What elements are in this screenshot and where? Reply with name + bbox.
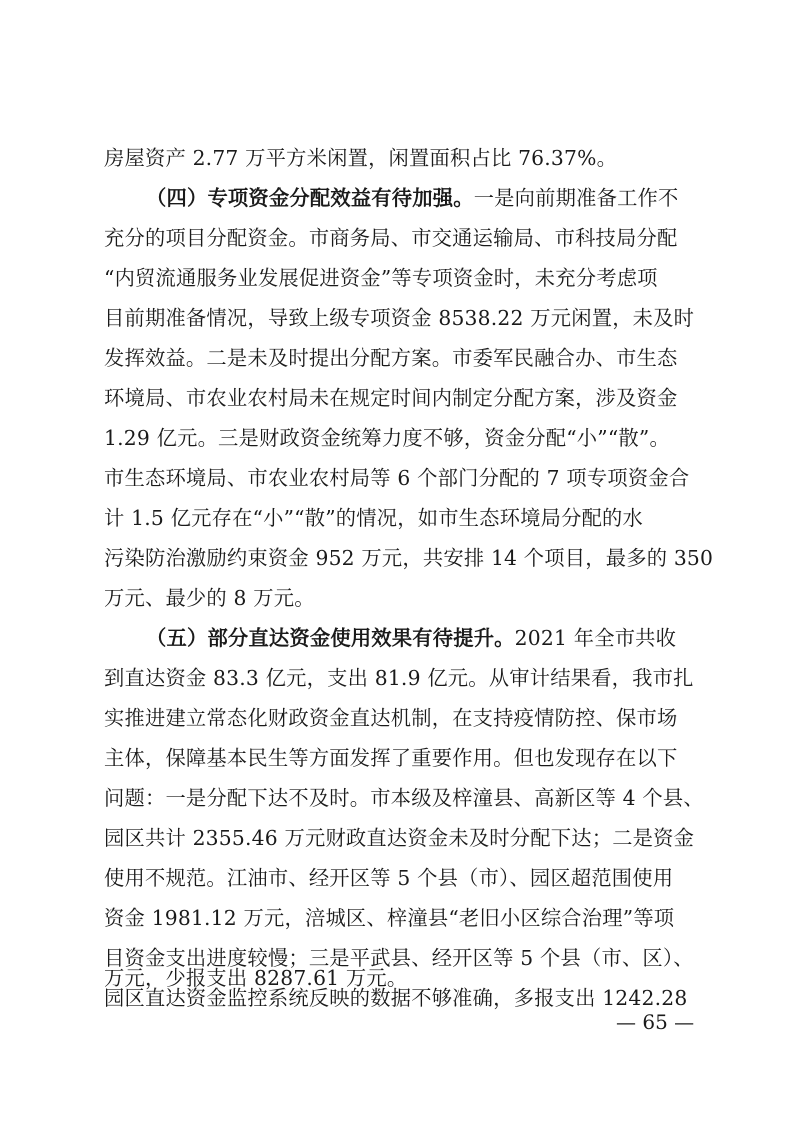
page-number: — 65 — <box>616 1010 695 1034</box>
body-text-line <box>104 262 694 294</box>
section-heading-line <box>146 182 694 214</box>
line-text: 资金 1981.12 万元，涪城区、梓潼县“老旧小区综合治理”等项 <box>104 906 675 930</box>
body-text-line <box>104 582 694 614</box>
section-heading-5: （五）部分直达资金使用效果有待提升。 <box>146 626 515 650</box>
body-text-line <box>104 902 694 934</box>
line-text: “内贸流通服务业发展促进资金”等专项资金时，未充分考虑项 <box>104 266 658 290</box>
body-text-line <box>104 962 694 994</box>
body-text-line <box>104 862 694 894</box>
line-text: 问题：一是分配下达不及时。市本级及梓潼县、高新区等 4 个县、 <box>104 786 704 810</box>
body-text-line <box>104 462 694 494</box>
line-text: 房屋资产 2.77 万平方米闲置，闲置面积占比 76.37%。 <box>104 146 618 170</box>
line-text: 万元，少报支出 8287.61 万元。 <box>104 966 408 990</box>
line-text: 万元、最少的 8 万元。 <box>104 586 315 610</box>
line-text: 使用不规范。江油市、经开区等 5 个县（市）、园区超范围使用 <box>104 866 674 890</box>
body-text-line <box>104 822 694 854</box>
line-text: 实推进建立常态化财政资金直达机制，在支持疫情防控、保市场 <box>104 706 678 730</box>
section-heading-4: （四）专项资金分配效益有待加强。 <box>146 186 474 210</box>
body-text-line <box>104 702 694 734</box>
body-text-line <box>104 542 714 574</box>
body-text-line <box>104 742 694 774</box>
line-text: 到直达资金 83.3 亿元，支出 81.9 亿元。从审计结果看，我市扎 <box>104 666 694 690</box>
body-text-line <box>104 502 694 534</box>
line-text: 一是向前期准备工作不 <box>473 186 679 210</box>
body-text-line <box>104 142 694 174</box>
section-heading-line <box>146 622 694 654</box>
line-text: 1.29 亿元。三是财政资金统筹力度不够，资金分配“小”“散”。 <box>104 426 670 450</box>
line-text: 充分的项目分配资金。市商务局、市交通运输局、市科技局分配 <box>104 226 678 250</box>
body-text-line <box>104 662 694 694</box>
line-text: 2021 年全市共收 <box>514 626 677 650</box>
body-text-line <box>104 342 694 374</box>
line-text: 污染防治激励约束资金 952 万元，共安排 14 个项目，最多的 350 <box>104 546 714 570</box>
line-text: 园区共计 2355.46 万元财政直达资金未及时分配下达；二是资金 <box>104 826 695 850</box>
body-text-line <box>104 782 704 814</box>
line-text: 目前期准备情况，导致上级专项资金 8538.22 万元闲置，未及时 <box>104 306 695 330</box>
line-text: 发挥效益。二是未及时提出分配方案。市委军民融合办、市生态 <box>104 346 678 370</box>
body-text-line <box>104 302 694 334</box>
body-text-line <box>104 422 694 454</box>
line-text: 市生态环境局、市农业农村局等 6 个部门分配的 7 项专项资金合 <box>104 466 690 490</box>
line-text: 环境局、市农业农村局未在规定时间内制定分配方案，涉及资金 <box>104 386 678 410</box>
body-text-line <box>104 382 694 414</box>
body-text-line <box>104 222 694 254</box>
line-text: 园区直达资金监控系统反映的数据不够准确，多报支出 1242.28 <box>104 986 688 1010</box>
line-text: 主体，保障基本民生等方面发挥了重要作用。但也发现存在以下 <box>104 746 678 770</box>
line-text: 计 1.5 亿元存在“小”“散”的情况，如市生态环境局分配的水 <box>104 506 644 530</box>
line-text: 目资金支出进度较慢；三是平武县、经开区等 5 个县（市、区）、 <box>104 946 694 970</box>
